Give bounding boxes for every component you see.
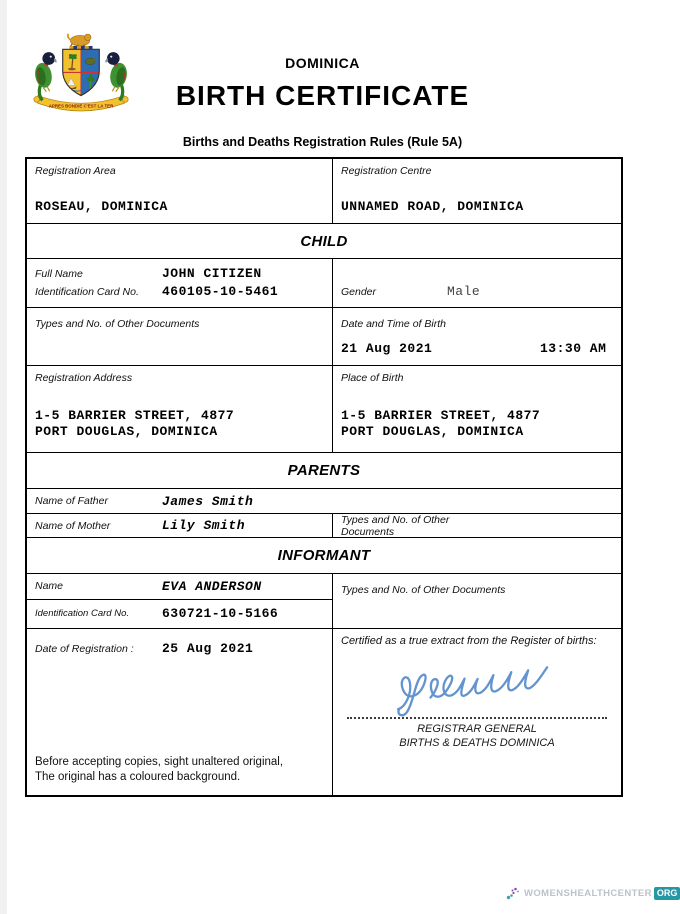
informant-id-card-label: Identification Card No. bbox=[35, 608, 129, 620]
birth-datetime-label: Date and Time of Birth bbox=[341, 318, 446, 330]
child-id-card-label: Identification Card No. bbox=[35, 286, 139, 298]
registrar-title-line2: BIRTHS & DEATHS DOMINICA bbox=[399, 737, 555, 749]
child-other-docs-label: Types and No. of Other Documents bbox=[35, 318, 200, 330]
lion-crest-icon bbox=[68, 34, 91, 47]
certification-row bbox=[27, 628, 621, 795]
registrar-signature-icon bbox=[383, 656, 570, 718]
reg-date-value: 25 Aug 2021 bbox=[162, 641, 254, 656]
gender-label: Gender bbox=[341, 286, 377, 298]
place-of-birth-line1: 1-5 BARRIER STREET, 4877 bbox=[341, 408, 541, 423]
full-name-value: JOHN CITIZEN bbox=[162, 266, 262, 281]
registration-area-label: Registration Area bbox=[35, 165, 116, 177]
document-title: BIRTH CERTIFICATE bbox=[175, 80, 470, 111]
informant-section-row bbox=[27, 537, 621, 573]
registration-centre-label: Registration Centre bbox=[341, 165, 432, 177]
child-id-card-value: 460105-10-5461 bbox=[162, 284, 279, 299]
informant-name-label: Name bbox=[35, 580, 64, 593]
informant-id-card-value: 630721-10-5166 bbox=[162, 606, 279, 622]
reg-address-line2: PORT DOUGLAS, DOMINICA bbox=[35, 424, 218, 439]
note-line2: The original has a coloured background. bbox=[35, 771, 241, 783]
registration-centre-value: UNNAMED ROAD, DOMINICA bbox=[341, 199, 524, 214]
place-of-birth-line2: PORT DOUGLAS, DOMINICA bbox=[341, 424, 524, 439]
parents-other-docs-label: Types and No. of Other Documents bbox=[341, 513, 450, 538]
child-docs-birth-row bbox=[27, 307, 621, 365]
child-section-row bbox=[27, 223, 621, 258]
registration-row bbox=[27, 159, 621, 223]
father-row bbox=[27, 488, 621, 513]
informant-other-docs-label: Types and No. of Other Documents bbox=[341, 584, 506, 596]
informant-name-row bbox=[27, 573, 621, 628]
note-line1: Before accepting copies, sight unaltered original, bbox=[35, 756, 284, 768]
full-name-label: Full Name bbox=[35, 268, 83, 280]
gender-value: Male bbox=[447, 284, 481, 299]
reg-address-label: Registration Address bbox=[35, 372, 133, 384]
informant-name-value: EVA ANDERSON bbox=[162, 578, 262, 594]
coat-of-arms-motto: APRES BONDIE C'EST LA TER bbox=[48, 103, 114, 109]
birth-date-value: 21 Aug 2021 bbox=[341, 341, 433, 356]
mother-label: Name of Mother bbox=[35, 519, 111, 532]
child-name-row bbox=[27, 258, 621, 307]
father-label: Name of Father bbox=[35, 495, 108, 507]
address-row bbox=[27, 365, 621, 452]
mother-row bbox=[27, 513, 621, 537]
reg-address-line1: 1-5 BARRIER STREET, 4877 bbox=[35, 408, 235, 423]
parents-section-title: PARENTS bbox=[287, 462, 361, 479]
watermark-swoosh-icon bbox=[506, 885, 522, 901]
country-title: DOMINICA bbox=[285, 55, 360, 71]
watermark-badge: ORG bbox=[654, 887, 680, 900]
certified-label: Certified as a true extract from the Register of births: bbox=[341, 635, 597, 647]
watermark-logo[interactable] bbox=[506, 885, 680, 901]
father-value: James Smith bbox=[162, 493, 254, 509]
birth-time-value: 13:30 AM bbox=[540, 341, 607, 356]
reg-date-label: Date of Registration : bbox=[35, 643, 134, 655]
informant-section-title: INFORMANT bbox=[277, 547, 371, 564]
certificate-table bbox=[25, 157, 623, 797]
parents-section-row bbox=[27, 452, 621, 488]
watermark-text: WOMENSHEALTHCENTER bbox=[524, 887, 652, 899]
registrar-title-line1: REGISTRAR GENERAL bbox=[417, 723, 537, 735]
document-subtitle: Births and Deaths Registration Rules (Rule 5A) bbox=[182, 135, 463, 149]
place-of-birth-label: Place of Birth bbox=[341, 372, 404, 384]
child-section-title: CHILD bbox=[300, 233, 348, 250]
registration-area-value: ROSEAU, DOMINICA bbox=[35, 199, 168, 214]
mother-value: Lily Smith bbox=[162, 518, 246, 533]
